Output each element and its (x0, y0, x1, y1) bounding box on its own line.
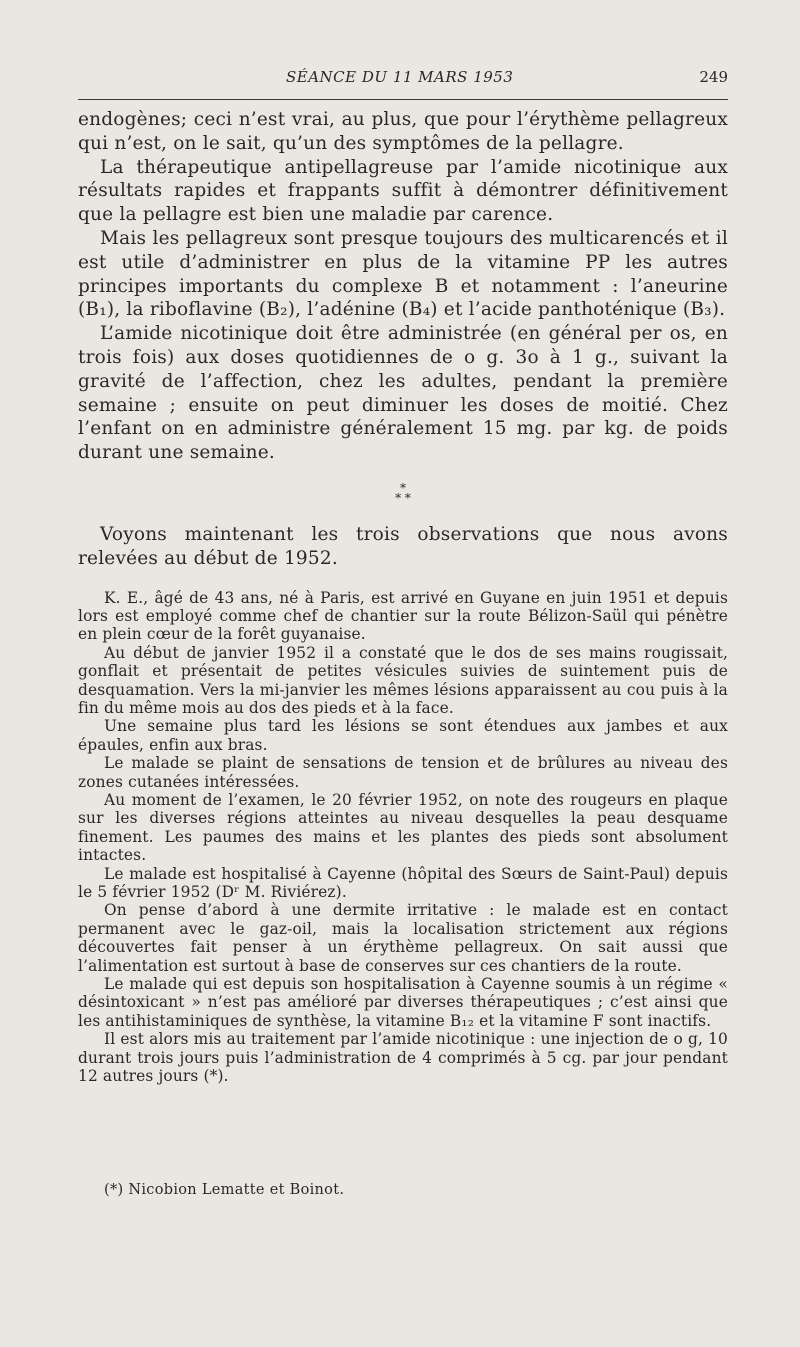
running-title: SÉANCE DU 11 MARS 1953 (286, 68, 514, 86)
case-paragraph: K. E., âgé de 43 ans, né à Paris, est arrivé en Guyane en juin 1951 et depuis lors est employé comme chef de chantier sur la route Bélizon-Saül qui pénètre en plein cœur de la forêt guyanaise. (78, 588, 728, 644)
paragraph-observations-intro: Voyons maintenant les trois observations que nous avons relevées au début de 1952. (78, 523, 728, 569)
header-rule (78, 99, 728, 100)
separator-star-top: * (400, 480, 406, 495)
paragraph-multicarence: Mais les pellagreux sont presque toujours des multicarencés et il est utile d’administrer en plus de la vitamine PP les autres principes importants du complexe B et notamment : l’aneurine (B₁), la riboflavine (B₂), l’adénine (B₄) et l’acide panthoténique (B₃). (78, 227, 728, 321)
case-paragraph: Le malade se plaint de sensations de tension et de brûlures au niveau des zones cutanées intéressées. (78, 754, 728, 791)
case-paragraph: Au début de janvier 1952 il a constaté que le dos de ses mains rougissait, gonflait et présentait de petites vésicules suivies de suintement puis de desquamation. Vers la mi-janvier les mêmes lésions apparaissent au cou puis à la fin du même mois au dos des pieds et à la face. (78, 643, 728, 717)
page-header (78, 66, 728, 94)
paragraph-continuation: endogènes; ceci n’est vrai, au plus, que pour l’érythème pellagreux qui n’est, on le sait, qu’un des symptômes de la pellagre. (78, 109, 728, 154)
footnote: (*) Nicobion Lematte et Boinot. (104, 1182, 345, 1198)
separator-stars-bottom: * * (395, 490, 411, 505)
case-paragraph: Le malade qui est depuis son hospitalisation à Cayenne soumis à un régime « désintoxicant » n’est pas amélioré par diverses thérapeutiques ; c’est ainsi que les antihistaminiques de synthèse, la vitamine B₁₂ et la vitamine F sont inactifs. (78, 975, 728, 1030)
case-paragraph: Au moment de l’examen, le 20 février 1952, on note des rougeurs en plaque sur les diverses régions atteintes au niveau desquelles la peau desquame finement. Les paumes des mains et les plantes des pieds sont absolument intactes. (78, 791, 728, 865)
body-text (78, 108, 728, 1086)
case-paragraph: Il est alors mis au traitement par l’amide nicotinique : une injection de o g, 10 durant trois jours puis l’administration de 4 comprimés à 5 cg. par jour pendant 12 autres jours (*). (78, 1030, 728, 1086)
case-paragraph: On pense d’abord à une dermite irritative : le malade est en contact permanent avec le gaz-oil, mais la localisation strictement aux régions découvertes fait penser à un érythème pellagreux. On sait aussi que l’alimentation est surtout à base de conserves sur ces chantiers de la route. (78, 901, 728, 975)
paragraph-therapeutics: La thérapeutique antipellagreuse par l’amide nicotinique aux résultats rapides et frappants suffit à démontrer définitivement que la pellagre est bien une maladie par carence. (78, 156, 728, 226)
section-separator (78, 480, 728, 505)
paragraph-dosage: L’amide nicotinique doit être administrée (en général per os, en trois fois) aux doses quotidiennes de o g. 3o à 1 g., suivant la gravité de l’affection, chez les adultes, pendant la première semaine ; ensuite on peut diminuer les doses de moitié. Chez l’enfant on en administre généralement 15 mg. par kg. de poids durant une semaine. (78, 323, 728, 464)
case-paragraph: Une semaine plus tard les lésions se sont étendues aux jambes et aux épaules, enfin aux bras. (78, 717, 728, 754)
case-paragraph: Le malade est hospitalisé à Cayenne (hôpital des Sœurs de Saint-Paul) depuis le 5 février 1952 (Dʳ M. Riviérez). (78, 864, 728, 902)
page-number: 249 (699, 68, 728, 86)
